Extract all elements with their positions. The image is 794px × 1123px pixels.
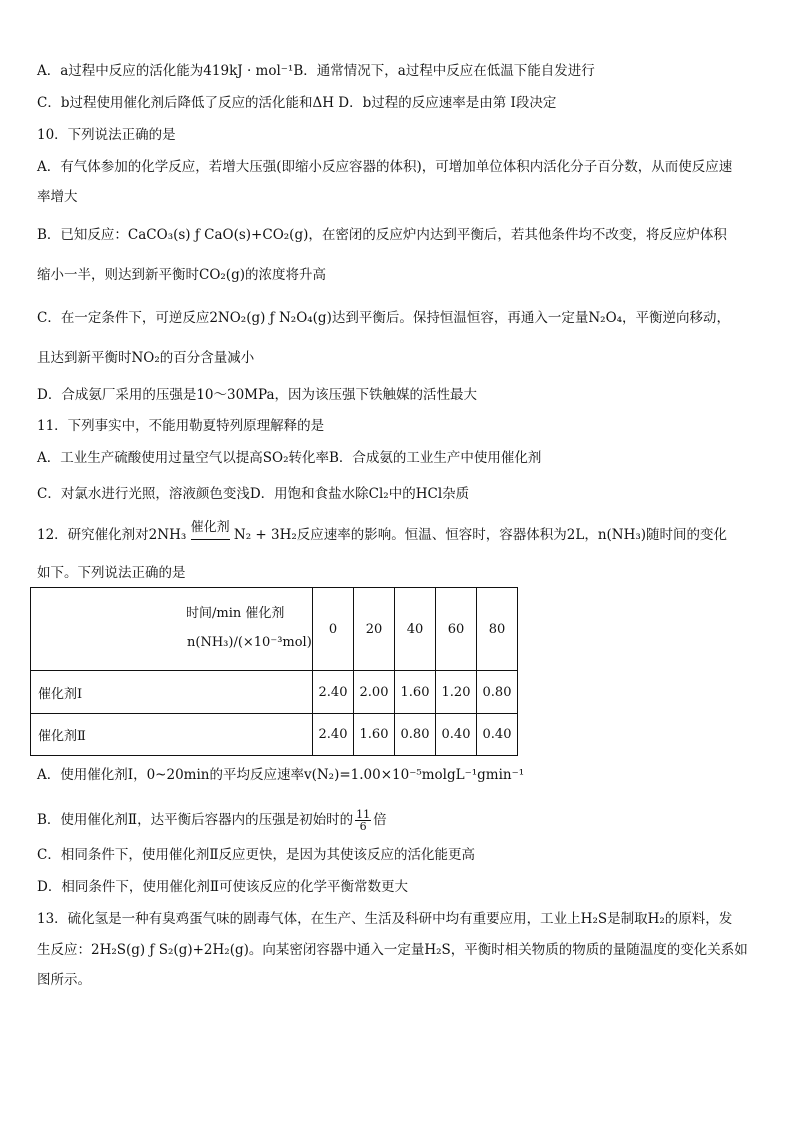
table-cell: 1.60 <box>395 671 436 714</box>
q11-options-cd: C．对氯水进行光照，溶液颜色变浅D．用饱和食盐水除Cl₂中的HCl杂质 <box>37 486 470 502</box>
fraction-denominator: 6 <box>359 820 367 833</box>
catalyst-label: 催化剂 <box>190 520 230 535</box>
q10-option-d: D．合成氨厂采用的压强是10～30MPa，因为该压强下铁触媒的活性最大 <box>37 387 478 403</box>
table-time-0: 0 <box>313 588 354 671</box>
question-13-stem-line2: 生反应：2H₂S(g) ƒ S₂(g)+2H₂(g)。向某密闭容器中通入一定量H₂S，平衡时相关物质的物质的量随温度的变化关系如 <box>37 942 748 958</box>
table-cell: 0.80 <box>395 714 436 756</box>
table-row <box>31 714 518 756</box>
q10-option-a-line1: A．有气体参加的化学反应，若增大压强(即缩小反应容器的体积)，可增加单位体积内活化分子百分数，从而使反应速 <box>37 159 733 175</box>
q10-option-c-line2: 且达到新平衡时NO₂的百分含量减小 <box>37 350 255 366</box>
option-line-cd: C．b过程使用催化剂后降低了反应的活化能和ΔH D．b过程的反应速率是由第 Ⅰ段决定 <box>37 95 557 111</box>
table-cell: 2.00 <box>354 671 395 714</box>
q12-option-d: D．相同条件下，使用催化剂Ⅱ可使该反应的化学平衡常数更大 <box>37 879 408 895</box>
q10-option-b-line1: B．已知反应：CaCO₃(s) ƒ CaO(s)+CO₂(g)，在密闭的反应炉内达到平衡后，若其他条件均不改变，将反应炉体积 <box>37 227 727 243</box>
table-time-60: 60 <box>436 588 477 671</box>
question-10-stem: 10．下列说法正确的是 <box>37 127 176 143</box>
fraction <box>355 809 371 832</box>
q12-option-b-suffix: 倍 <box>373 812 387 828</box>
table-cell: 0.80 <box>477 671 518 714</box>
q12-option-a: A．使用催化剂Ⅰ，0~20min的平均反应速率v(N₂)=1.00×10⁻⁵molgL⁻¹gmin⁻¹ <box>37 767 525 783</box>
table-header-row <box>31 588 518 671</box>
q12-option-c: C．相同条件下，使用催化剂Ⅱ反应更快，是因为其使该反应的活化能更高 <box>37 847 476 863</box>
nh3-data-table <box>30 587 518 756</box>
catalyst-arrow-label <box>190 520 230 545</box>
table-row <box>31 671 518 714</box>
table-cell: 2.40 <box>313 714 354 756</box>
q12-stem-part2: N₂ + 3H₂反应速率的影响。恒温、恒容时，容器体积为2L，n(NH₃)随时间的变化 <box>233 527 728 543</box>
table-header-nh3: n(NH₃)/(×10⁻³mol) <box>187 635 312 650</box>
table-time-20: 20 <box>354 588 395 671</box>
table-row-label: 催化剂Ⅰ <box>31 671 313 714</box>
option-line-ab: A．a过程中反应的活化能为419kJ · mol⁻¹B．通常情况下，a过程中反应在低温下能自发进行 <box>37 63 595 79</box>
question-13-stem-line3: 图所示。 <box>37 972 91 988</box>
q10-option-c-line1: C．在一定条件下，可逆反应2NO₂(g) ƒ N₂O₄(g)达到平衡后。保持恒温恒容，再通入一定量N₂O₄，平衡逆向移动， <box>37 310 731 326</box>
table-header-time-catalyst: 时间/min 催化剂 <box>186 606 285 621</box>
q10-option-b-line2: 缩小一半，则达到新平衡时CO₂(g)的浓度将升高 <box>37 267 326 283</box>
question-13-stem-line1: 13．硫化氢是一种有臭鸡蛋气味的剧毒气体，在生产、生活及科研中均有重要应用，工业上H₂S是制取H₂的原料，发 <box>37 911 733 927</box>
q12-stem-part1: 12．研究催化剂对2NH₃ <box>37 527 187 543</box>
question-12-stem-line1 <box>37 520 728 545</box>
q12-option-b-text: B．使用催化剂Ⅱ，达平衡后容器内的压强是初始时的 <box>37 812 354 828</box>
q12-option-b <box>37 809 387 832</box>
table-cell: 2.40 <box>313 671 354 714</box>
table-cell: 0.40 <box>477 714 518 756</box>
question-12-stem-line2: 如下。下列说法正确的是 <box>37 565 186 581</box>
q10-option-a-line2: 率增大 <box>37 189 78 205</box>
table-cell: 1.60 <box>354 714 395 756</box>
table-cell: 0.40 <box>436 714 477 756</box>
table-time-80: 80 <box>477 588 518 671</box>
question-11-stem: 11．下列事实中，不能用勒夏特列原理解释的是 <box>37 418 325 434</box>
fraction-numerator: 11 <box>356 808 371 821</box>
reversible-arrow-icon <box>191 539 230 540</box>
table-cell: 1.20 <box>436 671 477 714</box>
table-time-40: 40 <box>395 588 436 671</box>
table-row-label: 催化剂Ⅱ <box>31 714 313 756</box>
table-header-cell <box>31 588 313 671</box>
q11-options-ab: A．工业生产硫酸使用过量空气以提高SO₂转化率B．合成氨的工业生产中使用催化剂 <box>37 450 542 466</box>
